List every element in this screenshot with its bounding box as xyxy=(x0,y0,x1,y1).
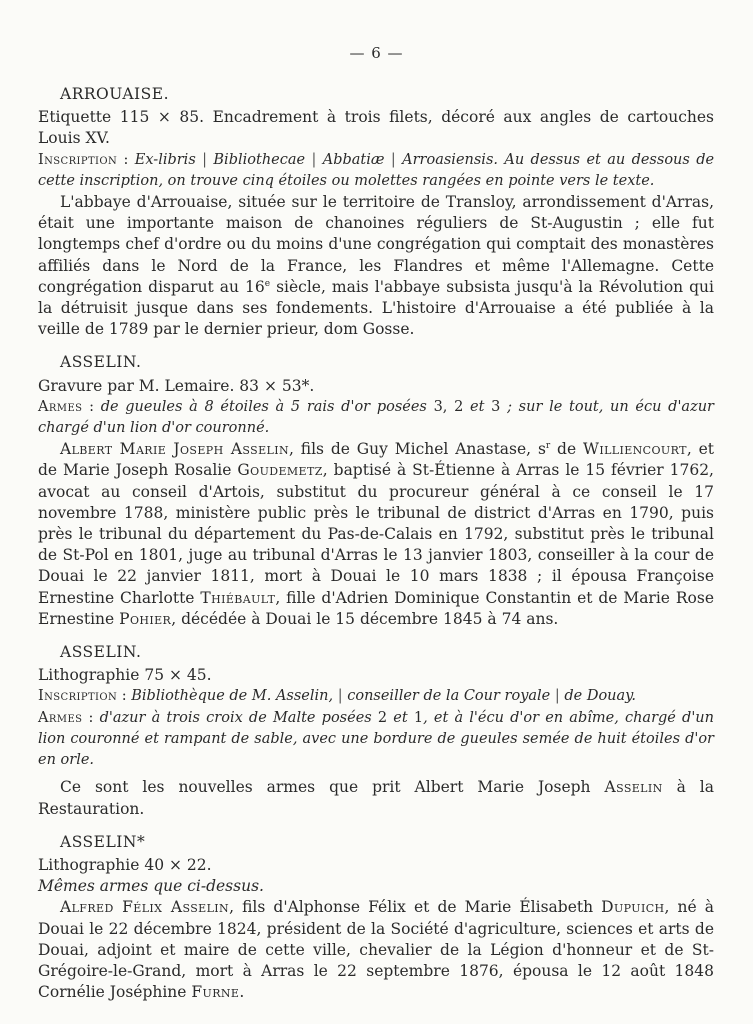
entry-format: Gravure par M. Lemaire. 83 × 53*. xyxy=(38,376,315,395)
entry-inscription: Inscription : Bibliothèque de M. Asselin, | conseiller de la Cour royale | de Douay. xyxy=(38,688,637,705)
person-name: Albert Marie Joseph Asselin xyxy=(60,440,289,459)
text-run: siècle, mais l'abbaye subsista jusqu'à la Révolution qui la détruisit jusque dans ses fondements. L'histoire d'Arrouaise a été publiée à la veille de 1789 par le dernier prieur, dom Gosse. xyxy=(38,277,714,339)
text-run: , fils de Guy Michel Anastase, s xyxy=(289,440,546,459)
text-run: , baptisé à St-Étienne à Arras le 15 février 1762, avocat au conseil d'Artois, substitut du procureur général à ce conseil le 17 novembre 1788, ministère public près le tribunal de district d'Arras en 1790, puis près le tribunal du département du Pas-de-Calais en 1792, substitut près le tribunal de St-Pol en 1801, juge au tribunal d'Arras le 13 janvier 1803, conseiller à la cour de Douai le 22 janvier 1811, mort à Douai le 10 mars 1838 ; il épousa Françoise Ernestine Charlotte xyxy=(38,461,714,607)
text-run: , et de Marie Joseph Rosalie xyxy=(38,440,714,480)
armes-number: 3, 2 xyxy=(433,398,464,415)
armes-text: d'azur à trois croix de Malte posées xyxy=(99,709,378,726)
entry-asselin-litho-2 xyxy=(38,832,714,1004)
entry-asselin-litho-1 xyxy=(38,642,714,820)
person-name: Goudemetz xyxy=(237,461,323,480)
armes-label: Armes xyxy=(38,398,83,415)
inscription-label: Inscription xyxy=(38,151,118,168)
entry-text xyxy=(38,897,714,1003)
armes-label: Armes xyxy=(38,709,83,726)
inscription-part: Bibliothèque de M. Asselin, xyxy=(131,688,334,705)
text-run: L'abbaye d'Arrouaise, située sur le territoire de Transloy, arrondissement d'Arras, était une importante maison de chanoines réguliers de St-Augustin ; elle fut longtemps chef d'ordre ou du moins d'une congrégation qui comptait des monastères affiliés dans le Nord de la France, les Flandres et même l'Allemagne. Cette congrégation disparut au 16 xyxy=(38,193,714,296)
entry-heading: ASSELIN. xyxy=(60,353,142,372)
inscription-part: conseiller de la Cour royale xyxy=(347,688,551,705)
entry-arrouaise xyxy=(38,84,714,340)
armes-text: , et à l'écu d'or en abîme, chargé d'un lion couronné et rampant de sable, avec une bordure de gueules semée de huit étoiles d'or en orle. xyxy=(38,709,714,769)
entry-heading: ASSELIN. xyxy=(60,643,142,662)
person-name: Williencourt xyxy=(583,440,687,459)
inscription-part: Ex-libris xyxy=(134,151,196,168)
entry-format: Lithographie 40 × 22. xyxy=(38,855,212,874)
inscription-part: Arroasiensis. xyxy=(402,151,498,168)
armes-text: et xyxy=(387,709,414,726)
entry-format: Lithographie 75 × 45. xyxy=(38,666,212,685)
armes-text: et xyxy=(463,398,492,415)
inscription-part: Abbatiæ xyxy=(322,151,385,168)
text-run: de xyxy=(550,440,583,459)
entry-text xyxy=(38,192,714,340)
superscript: e xyxy=(264,278,271,289)
person-name: Thiébault xyxy=(200,588,276,607)
entry-heading: ASSELIN* xyxy=(60,832,146,851)
person-name: Dupuich xyxy=(601,898,665,917)
inscription-part: Bibliothecae xyxy=(213,151,306,168)
inscription-label: Inscription xyxy=(38,688,118,705)
entry-armes: Armes : d'azur à trois croix de Malte posées 2 et 1, et à l'écu d'or en abîme, chargé d'un lion couronné et rampant de sable, avec une bordure de gueules semée de huit étoiles d'or en orle. xyxy=(38,709,714,769)
page-content xyxy=(38,84,714,1015)
inscription-note: Au dessus et au dessous de cette inscription, on trouve cinq étoiles ou molettes rangées en pointe vers le texte. xyxy=(38,151,715,189)
entry-note: Mêmes armes que ci-dessus. xyxy=(38,877,264,896)
text-run: , décédée à Douai le 15 décembre 1845 à 74 ans. xyxy=(171,609,559,628)
entry-text xyxy=(38,777,714,819)
armes-number: 1 xyxy=(413,709,424,726)
armes-number: 2 xyxy=(377,709,388,726)
armes-text: de gueules à 8 étoiles à 5 rais d'or posées xyxy=(100,398,434,415)
entry-text xyxy=(38,439,714,630)
page-number: — 6 — xyxy=(349,44,404,62)
text-run: , né à Douai le 22 décembre 1824, président de la Société d'agriculture, sciences et arts de Douai, adjoint et maire de cette ville, chevalier de la Légion d'honneur et de St-Grégoire-le-Grand, mort à Arras le 22 septembre 1876, épousa le 12 août 1848 Cornélie Joséphine xyxy=(38,898,714,1002)
entry-format: Etiquette 115 × 85. Encadrement à trois filets, décoré aux angles de cartouches Louis XV. xyxy=(38,108,714,148)
entry-armes: Armes : de gueules à 8 étoiles à 5 rais d'or posées 3, 2 et 3 ; sur le tout, un écu d'azur chargé d'un lion d'or couronné. xyxy=(38,398,714,437)
person-name: Furne xyxy=(191,983,240,1002)
entry-asselin-gravure xyxy=(38,352,714,630)
person-name: Alfred Félix Asselin xyxy=(60,898,230,917)
text-run: , fille d'Adrien Dominique Constantin et de Marie Rose Ernestine xyxy=(38,588,714,628)
text-run: à la Restauration. xyxy=(38,778,714,818)
inscription-part: de Douay. xyxy=(564,688,637,705)
armes-number: 3 xyxy=(491,398,501,415)
superscript: r xyxy=(545,441,551,452)
entry-inscription: Inscription : Ex-libris | Bibliothecae | Abbatiæ | Arroasiensis. Au dessus et au dessous de cette inscription, on trouve cinq étoiles ou molettes rangées en pointe vers le texte. xyxy=(38,151,715,189)
person-name: Asselin xyxy=(604,778,663,797)
armes-text: ; sur le tout, un écu d'azur chargé d'un lion d'or couronné. xyxy=(38,398,714,437)
entry-heading: ARROUAISE. xyxy=(60,85,170,103)
text-run: , fils d'Alphonse Félix et de Marie Élisabeth xyxy=(229,898,602,917)
person-name: Pohier xyxy=(119,609,172,628)
text-run: . xyxy=(239,983,245,1002)
text-run: Ce sont les nouvelles armes que prit Albert Marie Joseph xyxy=(60,778,605,797)
